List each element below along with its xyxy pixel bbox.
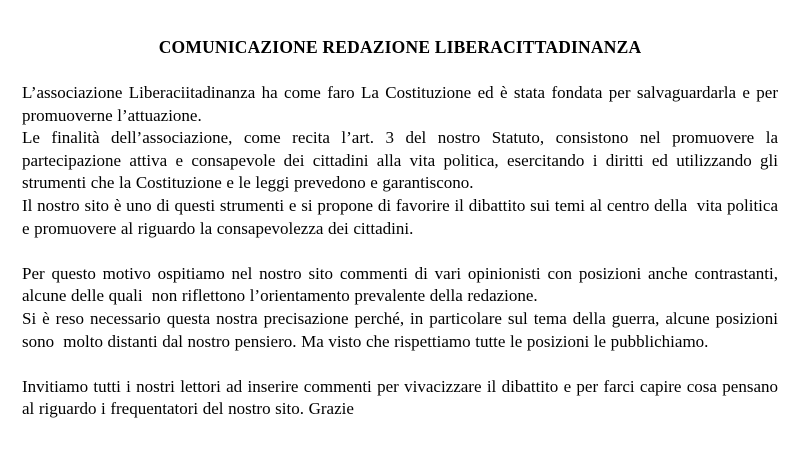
paragraph: Per questo motivo ospitiamo nel nostro sito commenti di vari opinionisti con posizioni anche contrastanti, alcune delle quali non riflettono l’orientamento prevalente della redazione. — [22, 263, 783, 306]
paragraph: Il nostro sito è uno di questi strumenti e si propone di favorire il dibattito sui temi al centro della vita politica e promuovere al riguardo la consapevolezza dei cittadini. — [22, 195, 783, 238]
paragraph: Le finalità dell’associazione, come recita l’art. 3 del nostro Statuto, consistono nel promuovere la partecipazione attiva e consapevole dei cittadini alla vita politica, esercitando i diritti ed utilizzando gli strumenti che la Costituzione e le leggi prevedono e garantiscono. — [22, 128, 783, 193]
document-title: COMUNICAZIONE REDAZIONE LIBERACITTADINANZA — [158, 37, 642, 57]
paragraph-block-positions — [22, 263, 783, 353]
paragraph: Invitiamo tutti i nostri lettori ad inserire commenti per vivacizzare il dibattito e per farci capire cosa pensano al riguardo i frequentatori del nostro sito. Grazie — [22, 376, 783, 419]
paragraph: L’associazione Liberaciitadinanza ha come faro La Costituzione ed è stata fondata per salvaguardarla e per promuoverne l’attuazione. — [22, 83, 783, 125]
paragraph: Si è reso necessario questa nostra precisazione perché, in particolare sul tema della guerra, alcune posizioni sono molto distanti dal nostro pensiero. Ma visto che rispettiamo tutte le posizioni le pubblichiamo. — [22, 308, 783, 351]
paragraph-block-invitation — [22, 376, 783, 421]
paragraph-block-intro — [22, 82, 783, 240]
